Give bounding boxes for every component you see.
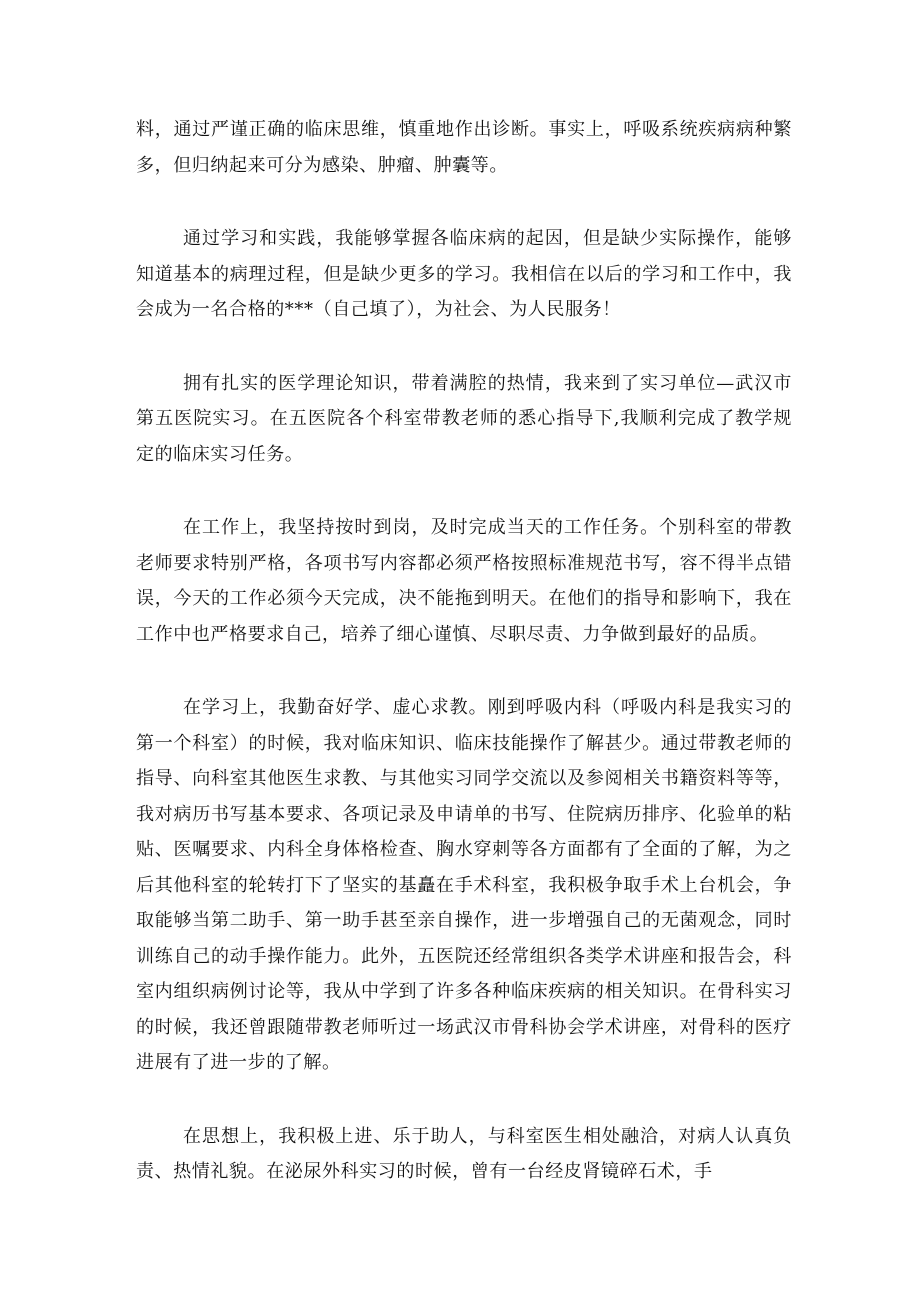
paragraph-gap [136, 472, 792, 510]
paragraph-learning-practice: 通过学习和实践，我能够掌握各临床病的起因，但是缺少实际操作，能够知道基本的病理过程，但是缺少更多的学习。我相信在以后的学习和工作中，我会成为一名合格的***（自己填了），为社会、为人民服务！ [136, 228, 792, 320]
paragraph-gap [136, 328, 792, 366]
paragraph-thought: 在思想上，我积极上进、乐于助人，与科室医生相处融洽，对病人认真负责、热情礼貌。在泌尿外科实习的时候，曾有一台经皮肾镜碎石术，手 [136, 1125, 792, 1182]
paragraph-work: 在工作上，我坚持按时到岗，及时完成当天的工作任务。个别科室的带教老师要求特别严格，各项书写内容都必须严格按照标准规范书写，容不得半点错误，今天的工作必须今天完成，决不能拖到明天。在他们的指导和影响下，我在工作中也严格要求自己，培养了细心谨慎、尽职尽责、力争做到最好的品质。 [136, 517, 792, 645]
paragraph-gap [136, 183, 792, 221]
document-body [136, 112, 792, 1190]
paragraph-gap [136, 1081, 792, 1119]
paragraph-study: 在学习上，我勤奋好学、虚心求教。刚到呼吸内科（呼吸内科是我实习的第一个科室）的时候，我对临床知识、临床技能操作了解甚少。通过带教老师的指导、向科室其他医生求教、与其他实习同学交流以及参阅相关书籍资料等等，我对病历书写基本要求、各项记录及申请单的书写、住院病历排序、化验单的粘贴、医嘱要求、内科全身体格检查、胸水穿刺等各方面都有了全面的了解，为之后其他科室的轮转打下了坚实的基矗在手术科室，我积极争取手术上台机会，争取能够当第二助手、第一助手甚至亲自操作，进一步增强自己的无菌观念，同时训练自己的动手操作能力。此外，五医院还经常组织各类学术讲座和报告会，科室内组织病例讨论等，我从中学到了许多各种临床疾病的相关知识。在骨科实习的时候，我还曾跟随带教老师听过一场武汉市骨科协会学术讲座，对骨科的医疗进展有了进一步的了解。 [136, 697, 792, 1073]
paragraph-continuation: 料，通过严谨正确的临床思维，慎重地作出诊断。事实上，呼吸系统疾病病种繁多，但归纳起来可分为感染、肿瘤、肿囊等。 [136, 119, 792, 176]
paragraph-gap [136, 652, 792, 690]
paragraph-internship-intro: 拥有扎实的医学理论知识，带着满腔的热情，我来到了实习单位—武汉市第五医院实习。在五医院各个科室带教老师的悉心指导下,我顺利完成了教学规定的临床实习任务。 [136, 372, 792, 465]
